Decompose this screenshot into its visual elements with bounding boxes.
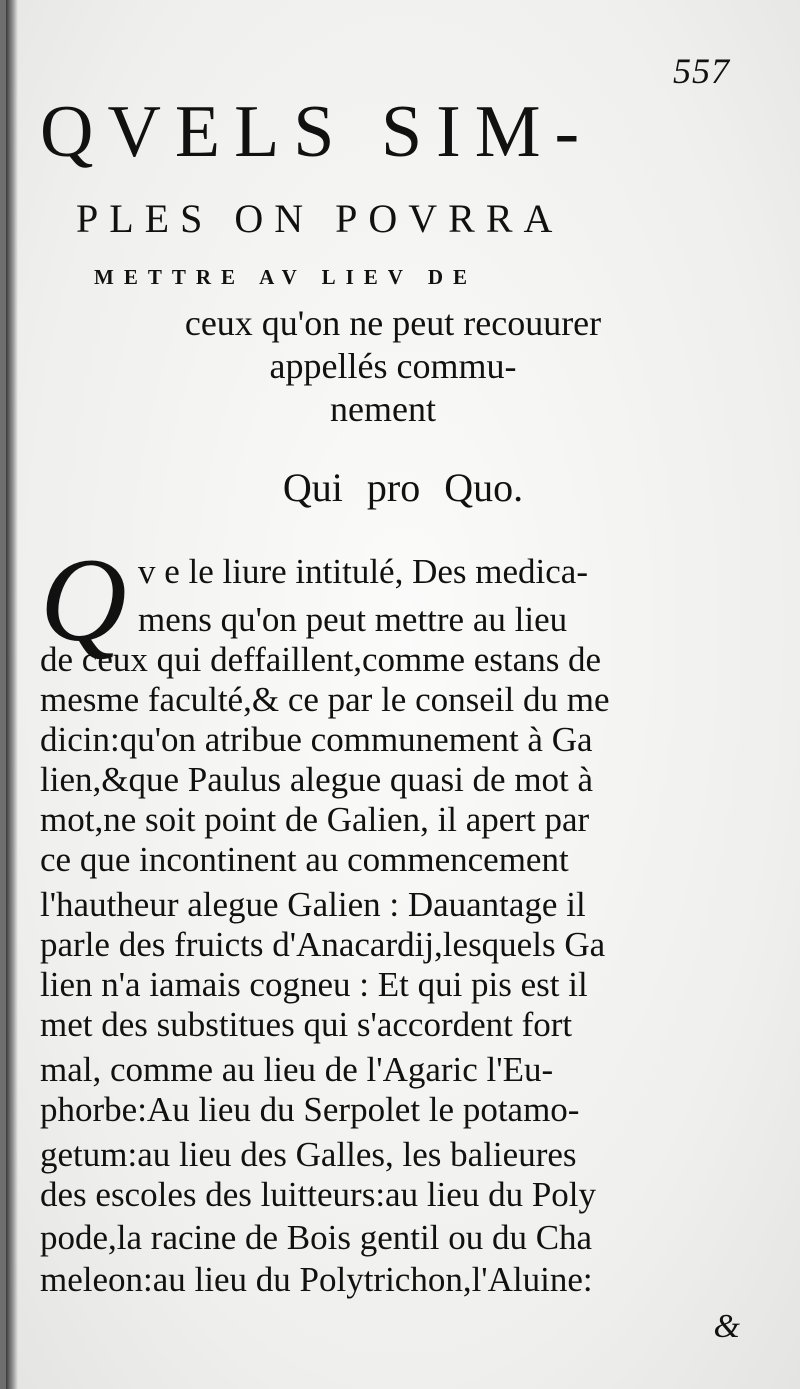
body-line: meleon:au lieu du Polytrichon,l'Aluine: <box>40 1260 593 1299</box>
body-line: l'hautheur alegue Galien : Dauantage il <box>40 885 586 924</box>
title-line-6: nement <box>330 389 436 429</box>
title-line-1: QVELS SIM- <box>40 91 594 173</box>
page-gutter-shadow <box>6 0 18 1389</box>
page-number: 557 <box>673 51 730 91</box>
body-line: pode,la racine de Bois gentil ou du Cha <box>40 1218 593 1257</box>
body-line: lien,&que Paulus alegue quasi de mot à <box>40 760 594 799</box>
body-line: mot,ne soit point de Galien, il apert par <box>40 800 590 839</box>
body-line: phorbe:Au lieu du Serpolet le potamo- <box>40 1090 580 1129</box>
body-line: mens qu'on peut mettre au lieu <box>138 600 568 639</box>
body-line: mal, comme au lieu de l'Agaric l'Eu- <box>40 1050 554 1089</box>
book-page <box>6 0 800 1389</box>
drop-cap-initial: Q <box>40 533 127 666</box>
body-line: met des substitues qui s'accordent fort <box>40 1005 573 1044</box>
title-line-2: PLES ON POVRRA <box>76 196 564 241</box>
body-line: ce que incontinent au commencement <box>40 840 569 879</box>
body-line: des escoles des luitteurs:au lieu du Poly <box>40 1175 597 1214</box>
body-line: dicin:qu'on atribue communement à Ga <box>40 720 593 759</box>
body-line: de ceux qui deffaillent,comme estans de <box>40 640 602 679</box>
body-line: parle des fruicts d'Anacardij,lesquels Ga <box>40 925 606 964</box>
catchword: & <box>713 1308 740 1345</box>
title-line-3: METTRE AV LIEV DE <box>94 265 477 289</box>
body-line: v e le liure intitulé, Des medica- <box>138 552 588 591</box>
section-subtitle: Qui pro Quo. <box>282 465 524 510</box>
title-line-4: ceux qu'on ne peut recouurer <box>184 303 602 343</box>
body-line: getum:au lieu des Galles, les balieures <box>40 1135 577 1174</box>
body-line: mesme faculté,& ce par le conseil du me <box>40 680 610 719</box>
body-line: lien n'a iamais cogneu : Et qui pis est il <box>40 965 588 1004</box>
title-line-5: appellés commu- <box>269 346 517 386</box>
